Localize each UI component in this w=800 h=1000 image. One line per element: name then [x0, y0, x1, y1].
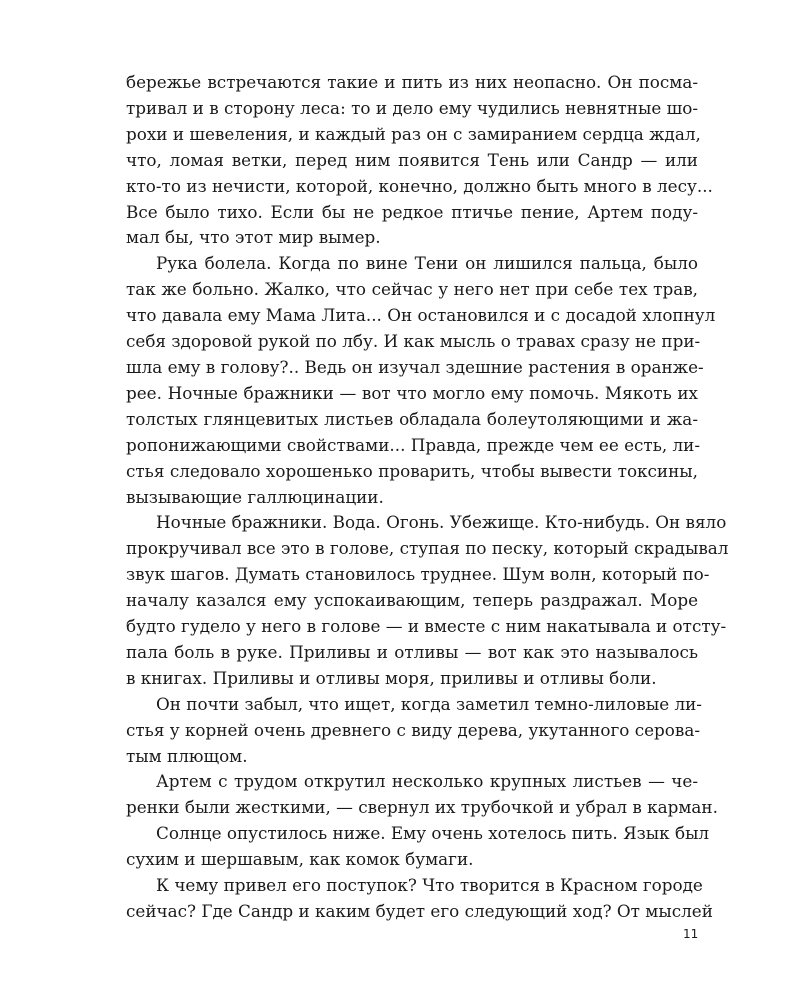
text-line: рохи и шевеления, и каждый раз он с замиранием сердца ждал,: [126, 123, 701, 144]
text-line: кто-то из нечисти, которой, конечно, должно быть много в лесу...: [126, 175, 713, 196]
text-line: бережье встречаются такие и пить из них неопасно. Он посма-: [126, 72, 698, 92]
text-line: так же больно. Жалко, что сейчас у него нет при себе тех трав,: [126, 279, 698, 300]
text-line: толстых глянцевитых листьев обладала болеутоляющими и жа-: [126, 408, 698, 429]
text-line: ропонижающими свойствами... Правда, прежде чем ее есть, ли-: [126, 434, 701, 455]
text-line: Все было тихо. Если бы не редкое птичье пение, Артем поду-: [126, 201, 698, 222]
page-number: 11: [683, 927, 699, 941]
text-line: Ночные бражники. Вода. Огонь. Убежище. Кто-нибудь. Он вяло: [156, 512, 727, 533]
text-line: стья следовало хорошенько проварить, чтобы вывести токсины,: [126, 460, 698, 481]
text-line: вызывающие галлюцинации.: [126, 486, 384, 507]
body-text: [126, 70, 729, 925]
text-line: Солнце опустилось ниже. Ему очень хотелось пить. Язык был: [156, 823, 710, 844]
text-line: пала боль в руке. Приливы и отливы — вот как это называлось: [126, 641, 698, 662]
text-line: стья у корней очень древнего с виду дерева, укутанного серова-: [126, 719, 700, 740]
text-line: сейчас? Где Сандр и каким будет его следующий ход? От мыслей: [126, 901, 713, 921]
text-line: в книгах. Приливы и отливы моря, приливы и отливы боли.: [126, 667, 657, 688]
text-line: рее. Ночные бражники — вот что могло ему помочь. Мякоть их: [126, 382, 698, 403]
text-line: себя здоровой рукой по лбу. И как мысль о травах сразу не при-: [126, 331, 701, 352]
text-line: звук шагов. Думать становилось труднее. Шум волн, который по-: [126, 564, 710, 585]
text-line: Артем с трудом открутил несколько крупных листьев — че-: [156, 771, 698, 792]
text-line: ренки были жесткими, — свернул их трубочкой и убрал в карман.: [126, 797, 718, 818]
text-line: что давала ему Мама Лита... Он остановился и с досадой хлопнул: [126, 305, 716, 326]
text-line: тривал и в сторону леса: то и дело ему чудились невнятные шо-: [126, 97, 698, 118]
text-line: Он почти забыл, что ищет, когда заметил темно-лиловые ли-: [156, 693, 702, 714]
text-line: Рука болела. Когда по вине Тени он лишился пальца, было: [156, 253, 698, 274]
text-line: шла ему в голову?.. Ведь он изучал здешние растения в оранже-: [126, 356, 704, 377]
text-line: началу казался ему успокаивающим, теперь раздражал. Море: [126, 590, 698, 611]
text-line: тым плющом.: [126, 745, 248, 766]
text-line: будто гудело у него в голове — и вместе с ним накатывала и отсту-: [126, 616, 727, 637]
text-line: К чему привел его поступок? Что творится в Красном городе: [156, 875, 703, 896]
text-line: что, ломая ветки, перед ним появится Тень или Сандр — или: [126, 149, 698, 170]
text-line: мал бы, что этот мир вымер.: [126, 227, 381, 248]
text-line: прокручивал все это в голове, ступая по песку, который скрадывал: [126, 538, 729, 559]
text-line: сухим и шершавым, как комок бумаги.: [126, 849, 474, 870]
